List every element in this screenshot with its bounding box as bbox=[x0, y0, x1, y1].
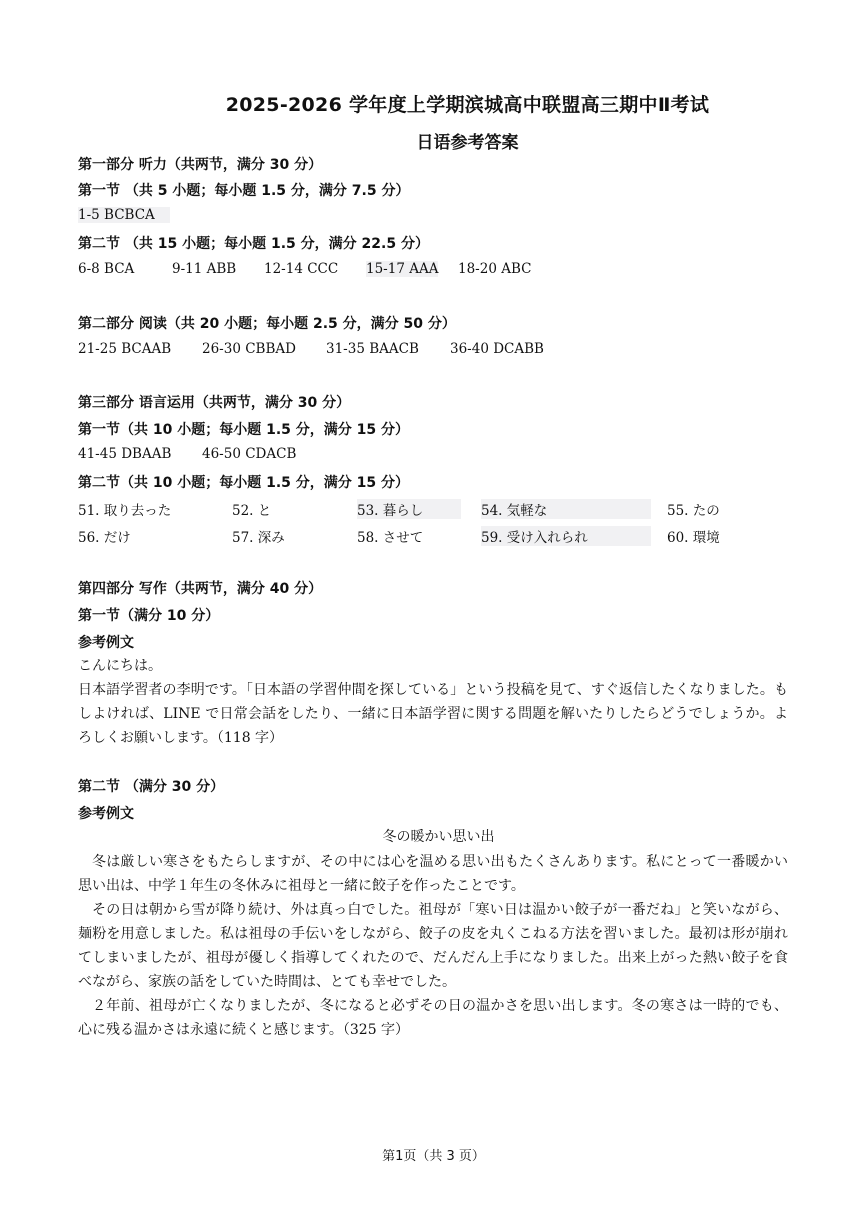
part1-sec1-heading: 第一节 （共 5 小题；每小题 1.5 分，满分 7.5 分） bbox=[78, 183, 410, 199]
part2-heading: 第二部分 阅读（共 20 小题；每小题 2.5 分，满分 50 分） bbox=[78, 316, 456, 332]
essay-title: 冬の暖かい思い出 bbox=[382, 829, 495, 845]
answer-group: 41-45 DBAAB bbox=[78, 446, 172, 462]
part3-sec2-heading: 第二节（共 10 小题；每小题 1.5 分，满分 15 分） bbox=[78, 475, 410, 491]
answer-group: 31-35 BAACB bbox=[326, 341, 419, 357]
essay-paragraph: ２年前、祖母が亡くなりましたが、冬になると必ずその日の温かさを思い出します。冬の寒さは一時的でも、心に残る温かさは永遠に続くと感じます。（325 字） bbox=[78, 998, 788, 1038]
answer-group: 1-5 BCBCA bbox=[78, 207, 170, 223]
answer-group: 15-17 AAA bbox=[366, 261, 439, 277]
part1-sec2-heading: 第二节 （共 15 小题；每小题 1.5 分，满分 22.5 分） bbox=[78, 236, 429, 252]
answer-group: 36-40 DCABB bbox=[450, 341, 544, 357]
sample-label: 参考例文 bbox=[78, 635, 134, 651]
letter-body: 日本語学習者の李明です。「日本語の学習仲間を探している」という投稿を見て、すぐ返信したくなりました。もしよければ、LINE で日常会話をしたり、一緒に日本語学習に関する問題を解いたりしたらどうでしょうか。よろしくお願いします。（118 字） bbox=[78, 682, 788, 746]
page-number: 第1页（共 3 页） bbox=[382, 1149, 485, 1164]
part1-heading: 第一部分 听力（共两节，满分 30 分） bbox=[78, 157, 323, 173]
answer-group: 6-8 BCA bbox=[78, 261, 135, 277]
page-subtitle: 日语参考答案 bbox=[416, 133, 519, 153]
fill-answer: 55. たの bbox=[667, 503, 720, 519]
answer-group: 26-30 CBBAD bbox=[202, 341, 296, 357]
fill-answer: 56. だけ bbox=[78, 530, 131, 546]
answer-group: 12-14 CCC bbox=[264, 261, 339, 277]
answer-group: 46-50 CDACB bbox=[202, 446, 297, 462]
part3-sec1-heading: 第一节（共 10 小题；每小题 1.5 分，满分 15 分） bbox=[78, 422, 410, 438]
page-title: 2025-2026 学年度上学期滨城高中联盟高三期中Ⅱ考试 bbox=[225, 94, 710, 116]
fill-answer: 54. 気軽な bbox=[481, 499, 651, 519]
letter-greeting: こんにちは。 bbox=[78, 658, 162, 674]
answer-group: 21-25 BCAAB bbox=[78, 341, 172, 357]
part4-sec2-heading: 第二节 （满分 30 分） bbox=[78, 779, 225, 795]
part3-heading: 第三部分 语言运用（共两节，满分 30 分） bbox=[78, 395, 351, 411]
sample-label: 参考例文 bbox=[78, 806, 134, 822]
part4-sec1-heading: 第一节（满分 10 分） bbox=[78, 608, 220, 624]
essay-paragraph: その日は朝から雪が降り続け、外は真っ白でした。祖母が「寒い日は温かい餃子が一番だね」と笑いながら、麺粉を用意しました。私は祖母の手伝いをしながら、餃子の皮を丸くこねる方法を習いました。最初は形が崩れてしまいましたが、祖母が優しく指導してくれたので、だんだん上手になりました。出来上がった熱い餃子を食べながら、家族の話をしていた時間は、とても幸せでした。 bbox=[78, 902, 788, 990]
fill-answer: 60. 環境 bbox=[667, 530, 720, 546]
fill-answer: 57. 深み bbox=[232, 530, 285, 546]
answer-group: 18-20 ABC bbox=[458, 261, 532, 277]
fill-answer: 51. 取り去った bbox=[78, 503, 172, 519]
answer-group: 9-11 ABB bbox=[172, 261, 237, 277]
fill-answer: 59. 受け入れられ bbox=[481, 526, 651, 546]
fill-answer: 52. と bbox=[232, 503, 272, 519]
part4-heading: 第四部分 写作（共两节，满分 40 分） bbox=[78, 581, 323, 597]
fill-answer: 58. させて bbox=[357, 530, 424, 546]
essay-paragraph: 冬は厳しい寒さをもたらしますが、その中には心を温める思い出もたくさんあります。私にとって一番暖かい思い出は、中学１年生の冬休みに祖母と一緒に餃子を作ったことです。 bbox=[78, 854, 788, 894]
fill-answer: 53. 暮らし bbox=[357, 499, 461, 519]
